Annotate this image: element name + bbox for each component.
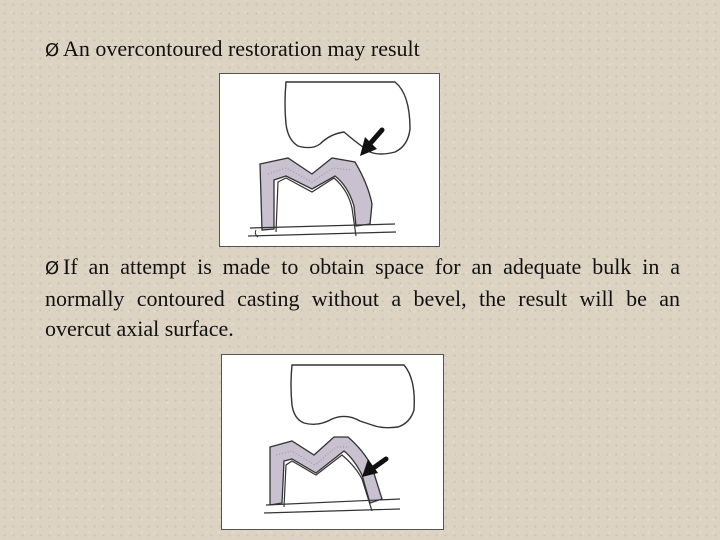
overcut-axial-surface-illustration <box>221 354 444 530</box>
opposing-tooth-outline <box>291 365 414 428</box>
bullet-text-overcontoured: An overcontoured restoration may result <box>63 36 420 61</box>
bullet-point-overcontoured <box>45 34 685 66</box>
overcontoured-restoration-illustration <box>219 73 440 247</box>
bullet-point-overcut-axial <box>45 252 680 344</box>
overcontoured-restoration-drawing <box>220 74 439 246</box>
bullet-text-overcut-axial: If an attempt is made to obtain space for an adequate bulk in a normally contoured casting without a bevel, the result will be an overcut axial surface. <box>45 254 680 341</box>
arrowhead-bullet-icon: Ø <box>45 40 60 61</box>
arrowhead-bullet-icon: Ø <box>45 258 60 279</box>
overcut-axial-surface-drawing <box>222 355 443 529</box>
opposing-tooth-outline <box>285 82 410 154</box>
